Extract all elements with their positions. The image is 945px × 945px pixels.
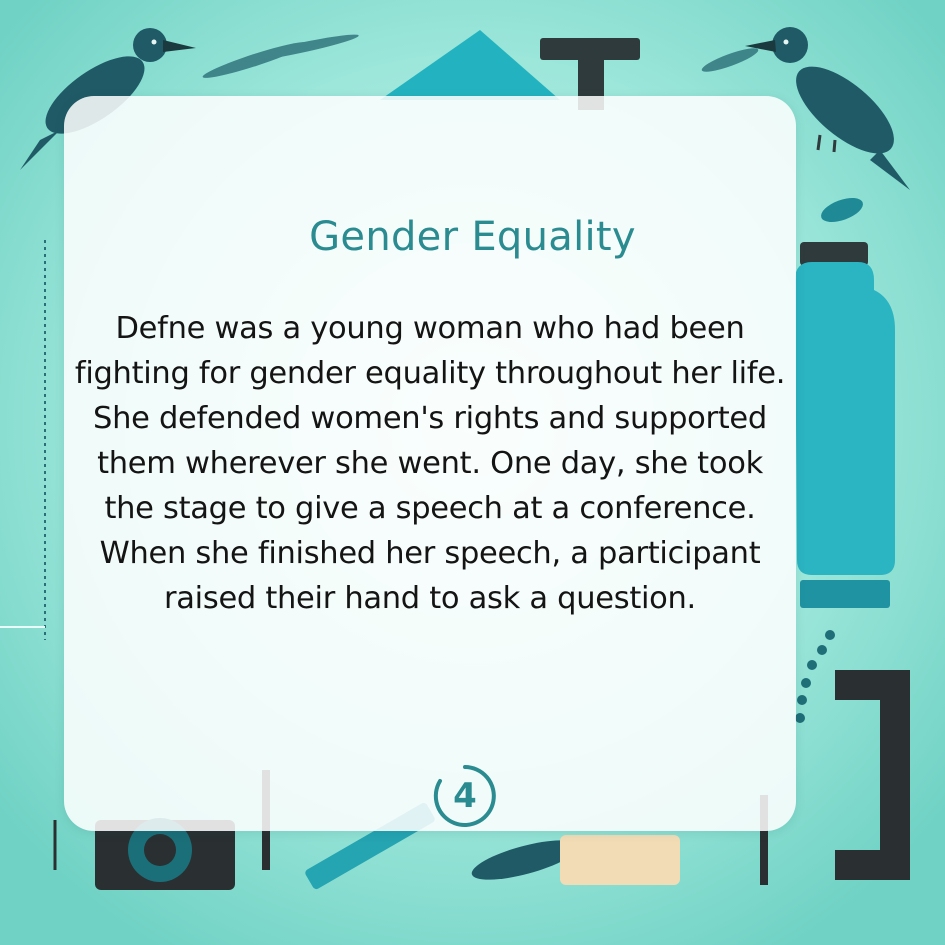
- bottle-icon: [795, 242, 895, 608]
- page-number: 4: [453, 776, 477, 816]
- story-text: Defne was a young woman who had been fighting for gender equality throughout her life. She defended women's rights and supported them wherever she went. One day, she took the stage to give a speech at a conference. When she finished her speech, a participant raised their hand to ask a question.: [74, 311, 786, 616]
- plank-shape: [560, 835, 680, 885]
- page-title: Gender Equality: [309, 214, 636, 260]
